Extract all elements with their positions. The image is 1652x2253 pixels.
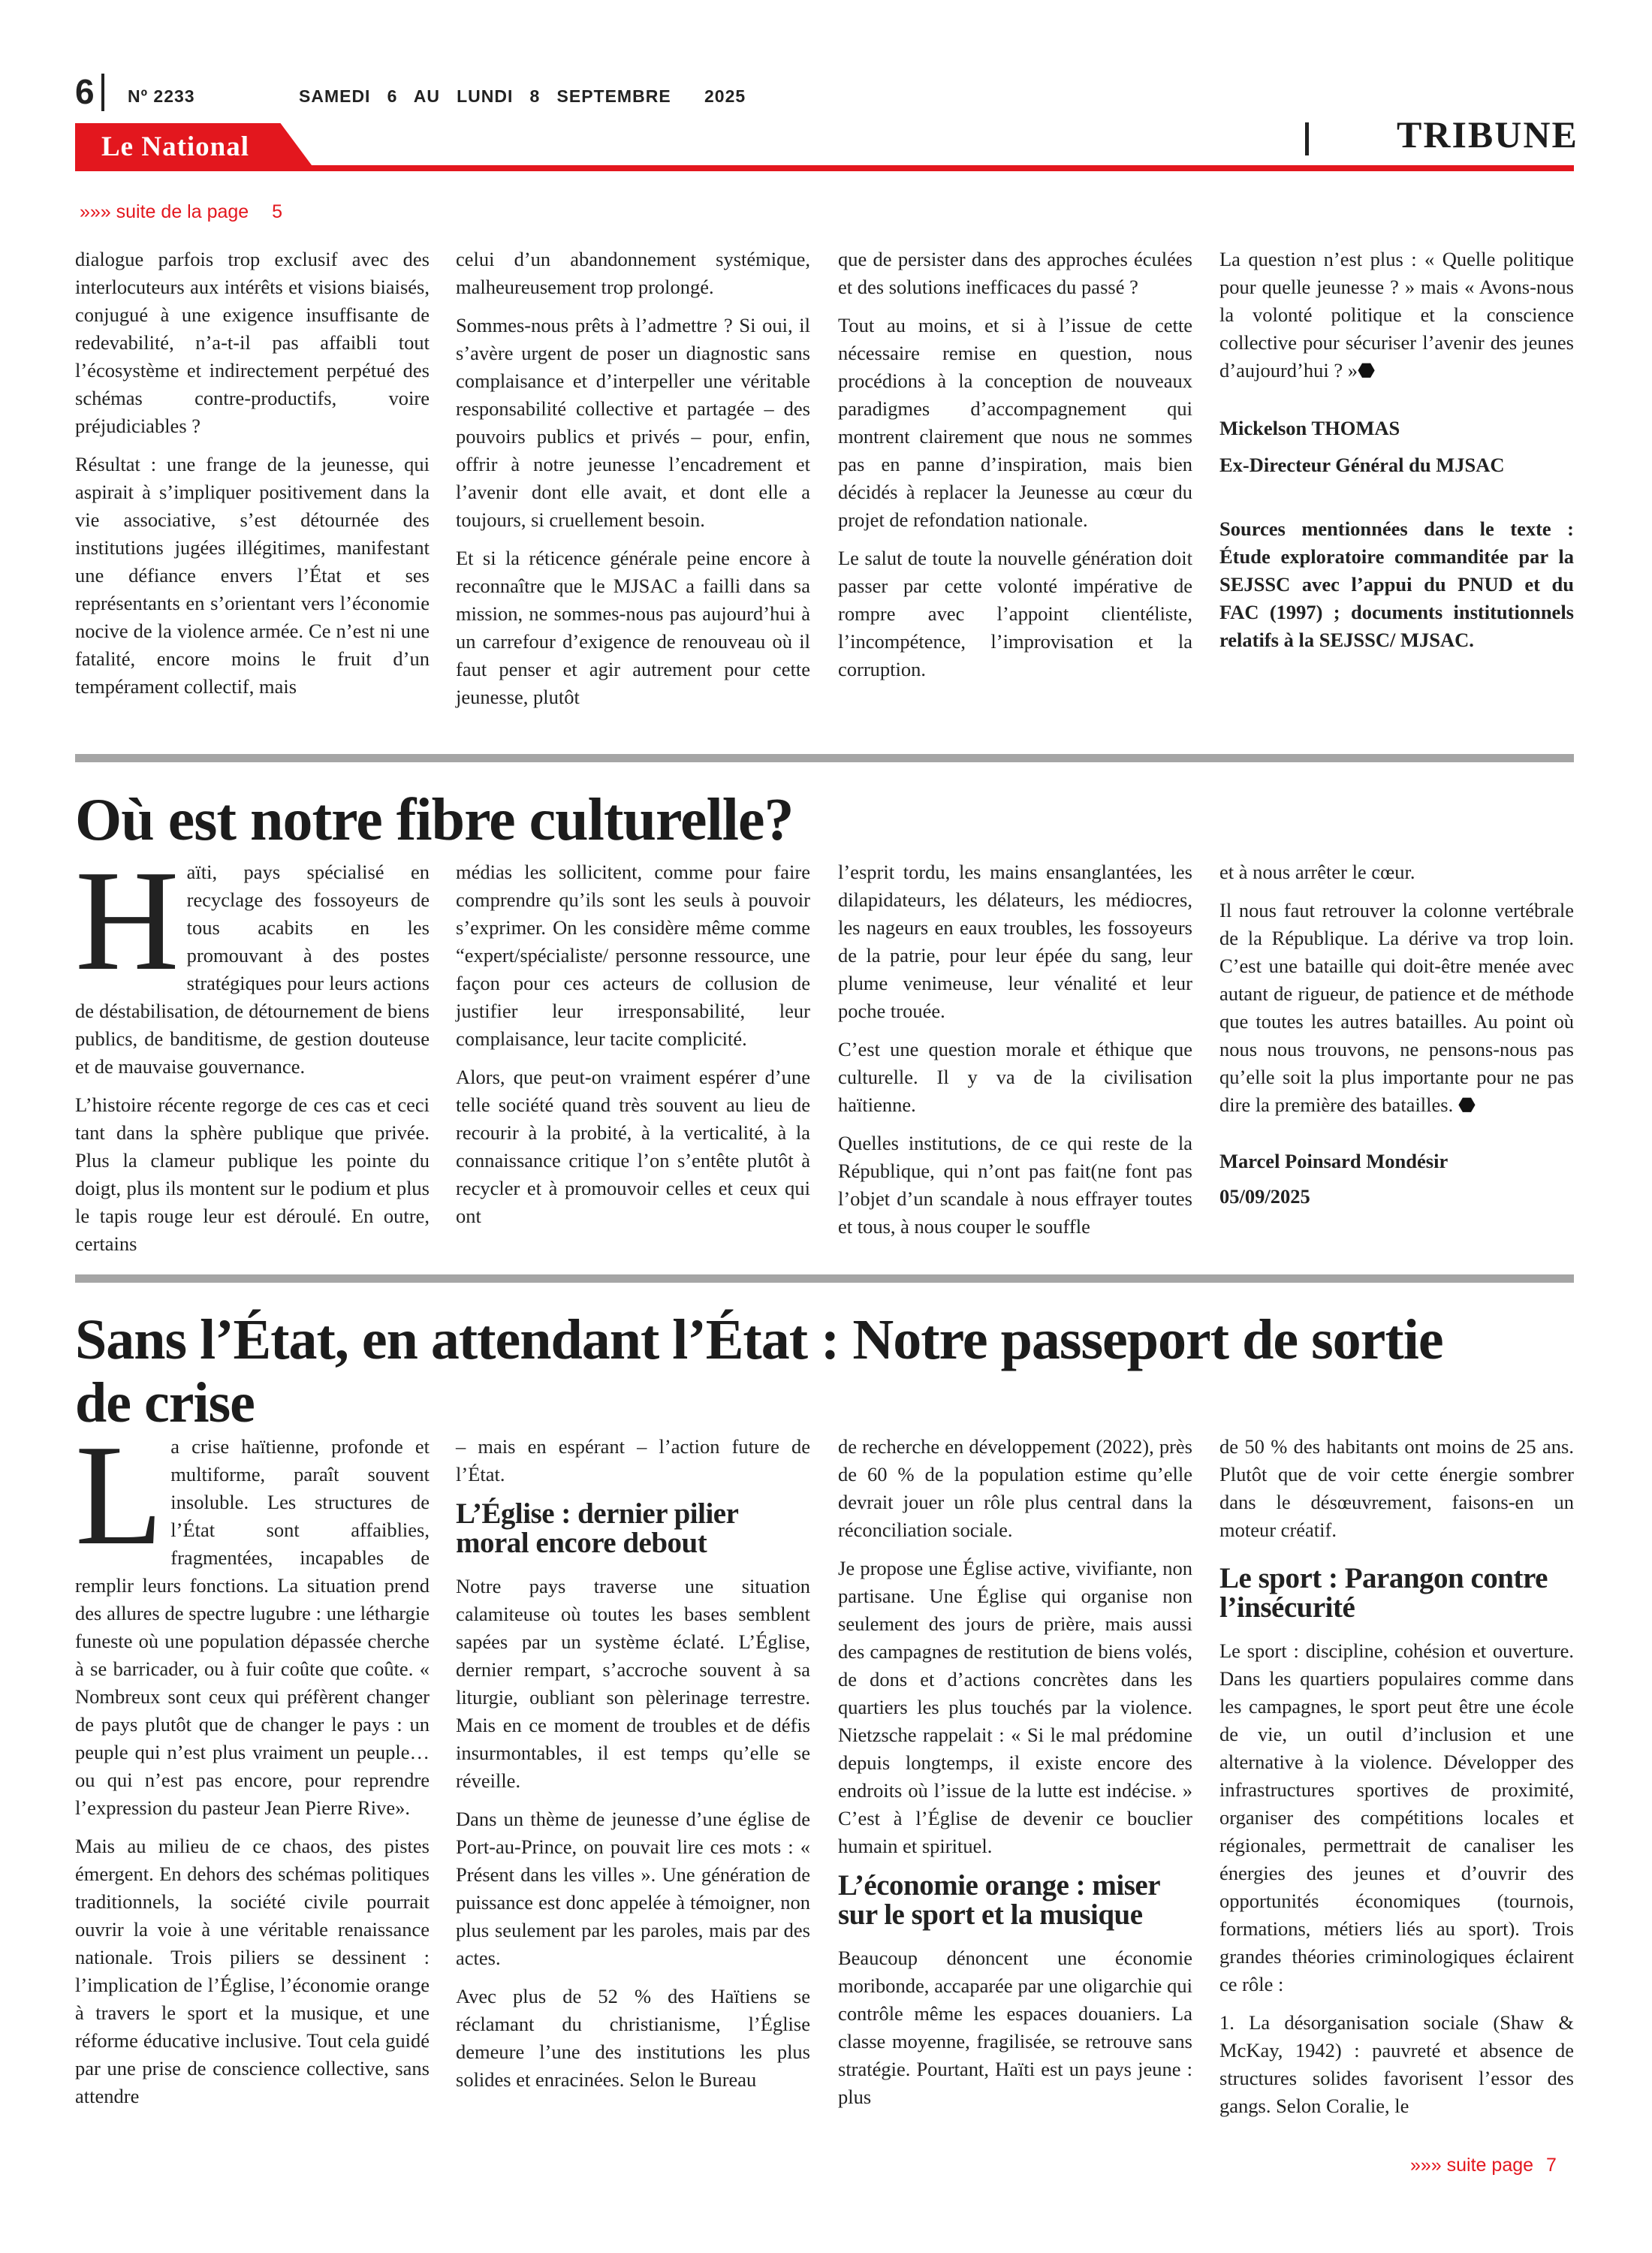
paragraph <box>1219 246 1574 385</box>
article3-col2 <box>456 1433 810 2104</box>
paragraph: Avec plus de 52 % des Haïtiens se réclamant du christianisme, l’Église demeure l’une des institutions les plus solides et enracinées. Selon le Bureau <box>456 1985 810 2091</box>
paragraph: et à nous arrêter le cœur. <box>1219 861 1415 883</box>
closing-text: La question n’est plus : « Quelle politique pour quelle jeunesse ? » mais « Avons-nous la volonté politique et la conscience collective pour sécuriser l’avenir des jeunes d’aujourd’hui ? » <box>1219 248 1574 382</box>
article3-col4 <box>1219 1433 1574 2131</box>
paragraph: l’esprit tordu, les mains ensanglantées, les dilapidateurs, les délateurs, les médiocres, les nageurs en eaux troubles, les fossoyeurs de la patrie, pour leur épée du sang, leur plume venimeuse, leur vénalité et leur poche trouée. <box>838 861 1192 1022</box>
article2-col4 <box>1219 858 1574 1221</box>
article3-col3 <box>838 1433 1192 2122</box>
continued-to-label: »»» suite page <box>1410 2155 1534 2176</box>
paragraph: Je propose une Église active, vivifiante, non partisane. Une Église qui organise non seulement des jours de prière, mais aussi des campagnes de restitution de biens volés, de dons et d’actions concrètes dans les quartiers les plus touchés par la violence. Nietzsche rappelait : « Si le mal prédomine depuis longtemps, il existe encore des endroits où l’issue de la lutte est indécise. » C’est à l’Église de devenir ce bouclier humain et spirituel. <box>838 1557 1192 1857</box>
paragraph-text: a crise haïtienne, profonde et multiforme, paraît souvent insoluble. Les structures de l’État sont affaiblies, fragmentées, incapables de remplir leurs fonctions. La situation prend des allures de spectre lugubre : une léthargie funeste où une population dépassée cherche à se barricader, ou à fuir coûte que coûte. « Nombreux sont ceux qui préfèrent changer de pays plutôt que de changer le pays : un peuple qui n’est plus vraiment un peuple… ou qui n’est pas encore, pour reprendre l’expression du pasteur Jean Pierre Rive». <box>75 1435 430 1819</box>
paragraph: de recherche en développement (2022), près de 60 % de la population estime qu’elle devrait jouer un rôle plus central dans la réconciliation sociale. <box>838 1435 1192 1541</box>
article2-col3 <box>838 858 1192 1251</box>
subheading: Le sport : Parangon contre l’insécurité <box>1219 1562 1548 1624</box>
subheading: L’économie orange : miser sur le sport et la musique <box>838 1869 1160 1931</box>
page-number-divider <box>101 74 104 111</box>
sources: Sources mentionnées dans le texte : Étude exploratoire commanditée par la SEJSSC avec l’appui du PNUD et du FAC (1997) ; documents institutionnels relatifs à la SEJSSC/ MJSAC. <box>1219 517 1574 651</box>
paragraph: Mais au milieu de ce chaos, des pistes émergent. En dehors des schémas politiques traditionnels, la société civile pourrait ouvrir la voie à une véritable renaissance nationale. Trois piliers se dessinent : l’implication de l’Église, l’économie orange à travers le sport et la musique, et une réforme éducative inclusive. Tout cela guidé par une prise de conscience collective, sans attendre <box>75 1835 430 2107</box>
logo: Le National <box>101 131 250 162</box>
paragraph: Tout au moins, et si à l’issue de cette nécessaire remise en question, nous procédions à la conception de nouveaux paradigmes d’accompagnement qui montrent clairement que nous ne sommes pas en panne d’inspiration, mais bien décidés à replacer la Jeunesse au cœur du projet de refondation nationale. <box>838 314 1192 531</box>
article1-col3 <box>838 246 1192 694</box>
dropcap: H <box>75 840 179 1000</box>
author-title: Ex-Directeur Général du MJSAC <box>1219 454 1505 476</box>
article2-col2 <box>456 858 810 1241</box>
paragraph: – mais en espérant – l’action future de l’État. <box>456 1435 810 1485</box>
paragraph: médias les sollicitent, comme pour faire comprendre qu’ils sont les seuls à pouvoir s’exprimer. On les considère même comme “expert/spécialiste/ personne ressource, une façon pour ces acteurs de collusion de justifier leur irresponsabilité, leur complaisance, leur tacite complicité. <box>456 861 810 1050</box>
article2-col1 <box>75 840 430 1268</box>
article3-headline <box>75 1308 1443 1434</box>
paragraph: Quelles institutions, de ce qui reste de la République, qui n’ont pas fait(ne font pas l’objet d’un scandale à nous effrayer toutes et tous, à nous couper le souffle <box>838 1132 1192 1238</box>
paragraph: dialogue parfois trop exclusif avec des interlocuteurs aux intérêts et visions biaisés, conjugué à une exigence insuffisante de redevabilité, n’a-t-il pas affaibli tout l’écosystème et indirectement perpétué des schémas contre-productifs, voire préjudiciables ? <box>75 248 430 437</box>
paragraph: celui d’un abandonnement systémique, malheureusement trop prolongé. <box>456 248 810 298</box>
paragraph: Beaucoup dénoncent une économie moribonde, accaparée par une oligarchie qui contrôle même les espaces douaniers. La classe moyenne, fragilisée, se retrouve sans stratégie. Pourtant, Haïti est un pays jeune : plus <box>838 1947 1192 2108</box>
article1-col2 <box>456 246 810 722</box>
paragraph-text: aïti, pays spécialisé en recyclage des fossoyeurs de tous acabits en les promouvant à des postes stratégiques pour leurs actions de déstabilisation, de détournement de biens publics, de banditisme, de gestion douteuse et de mauvaise gouvernance. <box>75 861 430 1078</box>
page-number: 6 <box>75 72 95 111</box>
continued-to <box>1410 2155 1557 2176</box>
article-separator <box>75 1274 1574 1283</box>
continued-to-page: 7 <box>1545 2155 1557 2176</box>
paragraph: que de persister dans des approches éculées et des solutions inefficaces du passé ? <box>838 248 1192 298</box>
author: Marcel Poinsard Mondésir <box>1219 1150 1449 1172</box>
end-mark-icon: ⬣ <box>1458 1093 1476 1116</box>
paragraph: de 50 % des habitants ont moins de 25 ans. Plutôt que de voir cette énergie sombrer dans le désœuvrement, faisons-en un moteur créatif. <box>1219 1435 1574 1541</box>
paragraph-text: Il nous faut retrouver la colonne vertébrale de la République. La dérive va trop loin. C’est une bataille qui doit-être menée avec autant de rigueur, de patience et de méthode que toutes les autres batailles. Au point où nous nous trouvons, ne pensons-nous pas qu’elle soit la plus importante pour ne pas dire la première des batailles. <box>1219 899 1574 1116</box>
article1-col1 <box>75 246 430 711</box>
article3-col1 <box>75 1415 430 2121</box>
section-divider <box>1305 122 1309 155</box>
paragraph <box>75 1415 430 1822</box>
article-separator <box>75 754 1574 762</box>
article2-headline: Où est notre fibre culturelle? <box>75 787 794 853</box>
paragraph: Et si la réticence générale peine encore à reconnaître que le MJSAC a failli dans sa mission, ne sommes-nous pas aujourd’hui à un carrefour d’exigence de renouveau où il faut penser et agir autrement pour cette jeunesse, plutôt <box>456 547 810 708</box>
continued-from-label: »»» suite de la page <box>80 201 249 222</box>
continued-from-page: 5 <box>272 201 283 222</box>
issue-number: Nº 2233 <box>128 86 195 106</box>
paragraph <box>1219 897 1574 1119</box>
paragraph: L’histoire récente regorge de ces cas et ceci tant dans la sphère publique que privée. Plus la clameur publique les pointe du doigt, plus ils montent sur le podium et plus le tapis rouge leur est déroulé. En outre, certains <box>75 1093 430 1255</box>
paragraph: Le sport : discipline, cohésion et ouverture. Dans les quartiers populaires comme dans les campagnes, le sport peut être une école de vie, un outil d’inclusion et une alternative à la violence. Développer des infrastructures sportives de proximité, organiser des compétitions locales et régionales, permettrait de canaliser les énergies des jeunes et d’ouvrir des opportunités économiques (tournois, formations, métiers liés au sport). Trois grandes théories criminologiques éclairent ce rôle : <box>1219 1639 1574 1995</box>
subheading: L’Église : dernier pilier moral encore debout <box>456 1497 738 1559</box>
paragraph <box>75 840 430 1081</box>
paragraph: 1. La désorganisation sociale (Shaw & McKay, 1942) : pauvreté et absence de structures solides favorisent l’essor des gangs. Selon Coralie, le <box>1219 2011 1574 2117</box>
issue-date: SAMEDI 6 AU LUNDI 8 SEPTEMBRE 2025 <box>299 86 746 106</box>
article1-col4 <box>1219 246 1574 665</box>
paragraph: Le salut de toute la nouvelle génération doit passer par cette volonté impérative de rompre avec l’appoint clientéliste, l’incompétence, l’improvisation et la corruption. <box>838 547 1192 680</box>
article-date: 05/09/2025 <box>1219 1185 1310 1208</box>
paragraph: Sommes-nous prêts à l’admettre ? Si oui, il s’avère urgent de poser un diagnostic sans complaisance et d’interpeller une véritable responsabilité collective et partagée – des pouvoirs publics et privés – pour, enfin, offrir à notre jeunesse l’encadrement et l’avenir dont elle avait, et dont elle a toujours, si cruellement besoin. <box>456 314 810 531</box>
paragraph: Résultat : une frange de la jeunesse, qui aspirait à s’impliquer positivement dans la vie associative, s’est détournée des institutions jugées illégitimes, manifestant une défiance envers l’État et ses représentants en s’orientant vers l’économie nocive de la violence armée. Ce n’est ni une fatalité, encore moins le fruit d’un tempérament collectif, mais <box>75 453 430 698</box>
paragraph: Notre pays traverse une situation calamiteuse où toutes les bases semblent sapées par un système éclaté. L’Église, dernier rempart, s’accroche souvent à sa liturgie, oubliant son pèlerinage terrestre. Mais en ce moment de troubles et de défis insurmontables, il est temps qu’elle se réveille. <box>456 1575 810 1792</box>
dropcap: L <box>75 1415 164 1575</box>
paragraph: C’est une question morale et éthique que culturelle. Il y va de la civilisation haïtienne. <box>838 1038 1192 1116</box>
author: Mickelson THOMAS <box>1219 417 1400 439</box>
paragraph: Dans un thème de jeunesse d’une église de Port-au-Prince, on pouvait lire ces mots : « Présent dans les villes ». Une génération de puissance est donc appelée à témoigner, non plus seulement par les paroles, mais par des actes. <box>456 1808 810 1969</box>
headline-line: de crise <box>75 1371 255 1434</box>
continued-from <box>80 201 282 223</box>
paragraph: Alors, que peut-on vraiment espérer d’une telle société quand très souvent au lieu de recourir à la probité, à la verticalité, à la connaissance critique l’on s’entête plutôt à recycler et à promouvoir celles et ceux qui ont <box>456 1066 810 1227</box>
end-mark-icon: ⬣ <box>1357 359 1376 382</box>
section-title: TRIBUNE <box>1397 113 1578 155</box>
headline-line: Sans l’État, en attendant l’État : Notre passeport de sortie <box>75 1308 1443 1371</box>
